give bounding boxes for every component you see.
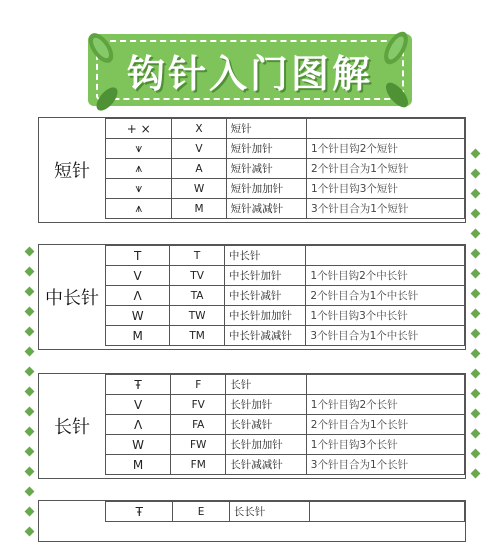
table-row: [106, 435, 465, 455]
stitch-table: [105, 118, 465, 219]
stitch-code: FM: [171, 455, 226, 475]
stitch-name: 短针减减针: [226, 199, 306, 219]
stitch-name: 短针: [226, 119, 306, 139]
table-row: [106, 266, 465, 286]
stitch-code: TV: [170, 266, 225, 286]
stitch-code: A: [172, 159, 226, 179]
table-row: [106, 119, 465, 139]
stitch-description: [306, 246, 465, 266]
stitch-code: FA: [171, 415, 226, 435]
stitch-name: 中长针减针: [224, 286, 306, 306]
stitch-code: T: [170, 246, 225, 266]
section-label: [39, 501, 105, 541]
stitch-name: 中长针减减针: [224, 326, 306, 346]
stitch-code: FV: [171, 395, 226, 415]
table-row: [106, 139, 465, 159]
title-banner: [88, 34, 412, 106]
stitch-symbol: Ŧ: [106, 502, 173, 522]
table-row: [106, 306, 465, 326]
stitch-name: 长长针: [229, 502, 309, 522]
stitch-name: 长针加针: [226, 395, 307, 415]
stitch-description: 1个针目钩3个中长针: [306, 306, 465, 326]
stitch-name: 短针加针: [226, 139, 306, 159]
stitch-symbol: ⩛: [106, 139, 172, 159]
table-row: [106, 199, 465, 219]
section-label: 中长针: [45, 288, 99, 309]
stitch-name: 长针加加针: [226, 435, 307, 455]
stitch-code: W: [172, 179, 226, 199]
stitch-symbol: M: [106, 455, 171, 475]
leaf-decoration-icon: [84, 28, 118, 68]
stitch-description: 3个针目合为1个长针: [306, 455, 464, 475]
stitch-symbol: ⩚: [106, 159, 172, 179]
stitch-symbol: Λ: [106, 415, 171, 435]
right-dot-border: [472, 150, 480, 490]
stitch-description: 1个针目钩2个中长针: [306, 266, 465, 286]
stitch-name: 长针: [226, 375, 307, 395]
stitch-description: 3个针目合为1个短针: [307, 199, 465, 219]
stitch-name: 短针减针: [226, 159, 306, 179]
stitch-code: FW: [171, 435, 226, 455]
stitch-description: [307, 119, 465, 139]
stitch-description: 2个针目合为1个长针: [306, 415, 464, 435]
table-row: [106, 415, 465, 435]
stitch-description: [306, 375, 464, 395]
table-row: [106, 455, 465, 475]
leaf-decoration-icon: [382, 78, 412, 112]
stitch-description: 1个针目钩2个短针: [307, 139, 465, 159]
section-label: 长针: [54, 417, 90, 438]
stitch-symbol: Λ: [106, 286, 170, 306]
stitch-symbol: T: [106, 246, 170, 266]
section-double-stitch: [38, 373, 466, 479]
stitch-code: TW: [170, 306, 225, 326]
stitch-symbol: ⩛: [106, 179, 172, 199]
section-short-stitch: [38, 117, 466, 223]
stitch-code: TA: [170, 286, 225, 306]
stitch-description: 1个针目钩2个长针: [306, 395, 464, 415]
page-title: 钩针入门图解: [126, 51, 373, 96]
stitch-description: 3个针目合为1个中长针: [306, 326, 465, 346]
stitch-name: 中长针: [224, 246, 306, 266]
table-row: [106, 286, 465, 306]
table-row: [106, 375, 465, 395]
stitch-name: 短针加加针: [226, 179, 306, 199]
stitch-symbol: V: [106, 266, 170, 286]
stitch-symbol: M: [106, 326, 170, 346]
table-row: [106, 246, 465, 266]
stitch-code: TM: [170, 326, 225, 346]
stitch-symbol: + ×: [106, 119, 172, 139]
stitch-name: 中长针加加针: [224, 306, 306, 326]
stitch-name: 中长针加针: [224, 266, 306, 286]
stitch-symbol: ⩚: [106, 199, 172, 219]
section-half-double-stitch: [38, 244, 466, 350]
table-row: [106, 326, 465, 346]
stitch-code: X: [172, 119, 226, 139]
stitch-symbol: W: [106, 306, 170, 326]
stitch-name: 长针减针: [226, 415, 307, 435]
leaf-decoration-icon: [92, 84, 122, 114]
table-row: [106, 159, 465, 179]
stitch-description: 1个针目钩3个长针: [306, 435, 464, 455]
stitch-code: M: [172, 199, 226, 219]
table-row: [106, 395, 465, 415]
section-treble-stitch: [38, 500, 466, 542]
stitch-name: 长针减减针: [226, 455, 307, 475]
left-dot-border: [26, 150, 34, 548]
stitch-symbol: W: [106, 435, 171, 455]
section-label: 短针: [54, 161, 90, 182]
stitch-table: [105, 245, 465, 346]
stitch-code: F: [171, 375, 226, 395]
stitch-table: [105, 374, 465, 475]
table-row: [106, 179, 465, 199]
stitch-description: 2个针目合为1个中长针: [306, 286, 465, 306]
stitch-code: V: [172, 139, 226, 159]
stitch-description: 2个针目合为1个短针: [307, 159, 465, 179]
stitch-description: 1个针目钩3个短针: [307, 179, 465, 199]
title-banner-frame: [96, 40, 404, 100]
stitch-symbol: Ŧ: [106, 375, 171, 395]
stitch-code: E: [173, 502, 229, 522]
stitch-symbol: V: [106, 395, 171, 415]
leaf-decoration-icon: [378, 26, 414, 70]
